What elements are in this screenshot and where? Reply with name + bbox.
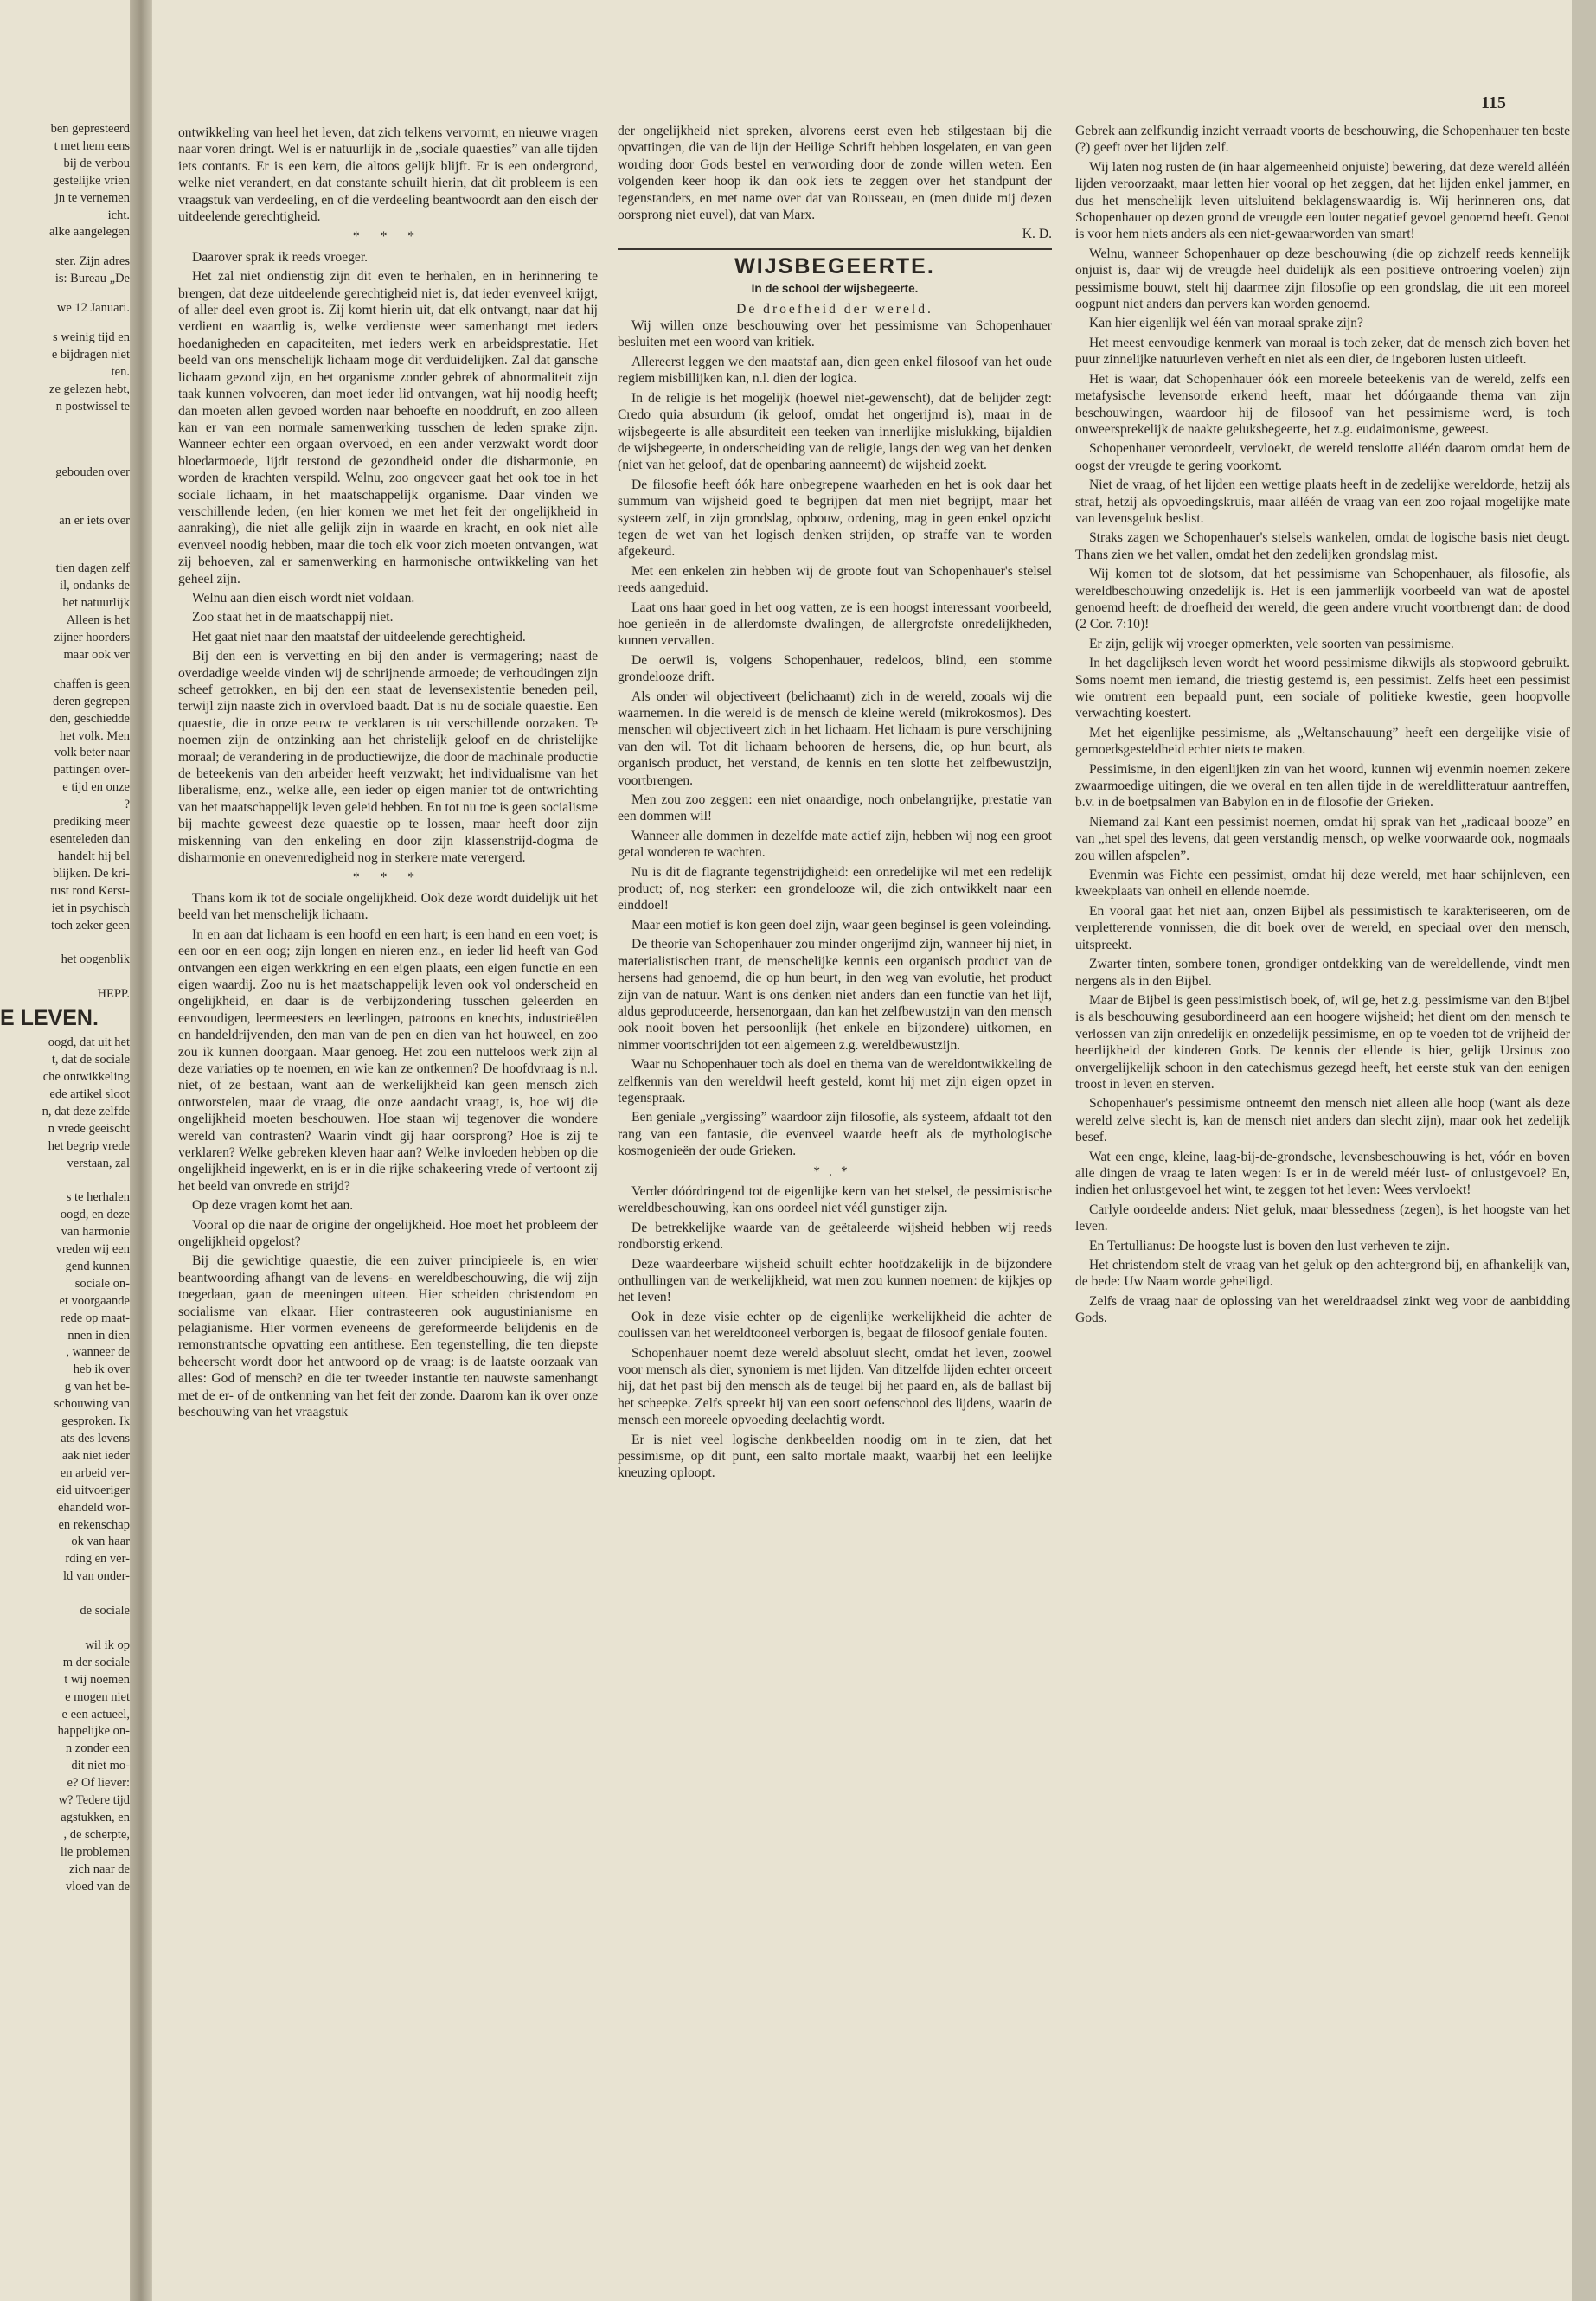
paragraph: Kan hier eigenlijk wel één van moraal sprake zijn? <box>1089 316 1363 331</box>
fragment-line: en rekenschap <box>58 1517 130 1532</box>
paragraph: Straks zagen we Schopenhauer's stelsels wankelen, omdat de logische basis niet deugt. Thans zien we het vallen, omdat het den zedelijken grondslag mist. <box>1075 530 1570 562</box>
paragraph: De betrekkelijke waarde van de geëtaleerde wijsheid hebben wij reeds rondborstig erkend. <box>618 1220 1052 1253</box>
paragraph: ontwikkeling van heel het leven, dat zich telkens vervormt, en nieuwe vragen naar voren dringt. Wel is er natuurlijk in de „sociale quaesties” van alle tijden iets contants. Er is een kern, die altoos gelijk blijft. Er is een ondergrond, welke niet verandert, en dat constante schuilt hierin, dat dit probleem is een vraagstuk van verdeeling, en of die verdeeling beantwoordt aan den eisch der uitdeelende gerechtigheid. <box>178 125 598 225</box>
paragraph: Wij laten nog rusten de (in haar algemeenheid onjuiste) bewering, dat deze wereld alléén lijden veroorzaakt, maar letten hier vooral op het zeggen, dat het lijden enkel jammer, en dus het menschelijk leven uitsluitend beklagenswaardig is. Wij herinneren ons, dat Schopenhauer op dezen grond de vreugde een louter negatief gevoel genoemd heeft. Genot is voor hem niets anders als een niet-gewaarworden van smart! <box>1075 159 1570 242</box>
fragment-line: n postwissel te <box>55 399 130 413</box>
fragment-line <box>0 1620 130 1638</box>
fragment-line: blijken. De kri- <box>53 866 130 881</box>
fragment-line <box>0 1586 130 1603</box>
fragment-line: prediking meer <box>53 815 130 830</box>
paragraph: De theorie van Schopenhauer zou minder ongerijmd zijn, wanneer hij niet, in materialistischen trant, de menschelijke kennis een organisch product van de hersens had genoemd, die op hun beurt, in den weg van evolutie, het product zijn van de natuur. Want is ons denken niet anders dan een functie van het lijf, aldus geproduceerde, hersenorgaan, dan kan het zelfbewustzijn van den mensch ook nooit boven het persoonlijk (het enkele en bijzondere) uitkomen, en nimmer voortschrijden tot een algemeen z.g. wereldbewustzijn. <box>618 937 1052 1053</box>
col3-paragraphs <box>1075 123 1570 1327</box>
fragment-line: Alleen is het <box>66 613 130 628</box>
fragment-line: het natuurlijk <box>62 596 130 611</box>
fragment-line: oogd, dat uit het <box>48 1035 130 1050</box>
paragraph: Gebrek aan zelfkundig inzicht verraadt voorts de beschouwing, die Schopenhauer ten beste (?) geeft over het lijden zelf. <box>1075 124 1570 156</box>
fragment-line: maar ook ver <box>63 647 130 662</box>
fragment-line: alke aangelegen <box>49 225 130 240</box>
fragment-line: e mogen niet <box>65 1689 130 1704</box>
fragment-block-f <box>0 513 130 530</box>
fragment-line: happelijke on- <box>57 1724 130 1739</box>
fragment-line: an er iets over <box>59 513 130 528</box>
fragment-line: rede op maat- <box>61 1311 130 1325</box>
fragment-line: ats des levens <box>61 1432 130 1445</box>
fragment-line: icht. <box>107 208 130 222</box>
page-number: 115 <box>1481 93 1506 112</box>
fragment-line: ok van haar <box>71 1535 130 1549</box>
fragment-line: jn te vernemen <box>54 190 130 205</box>
fragment-block-j <box>0 1035 130 1155</box>
paragraph: Zelfs de vraag naar de oplossing van het wereldraadsel zinkt weg voor de aanbidding Gods. <box>1075 1293 1570 1326</box>
paragraph: Zoo staat het in de maatschappij niet. <box>192 610 394 625</box>
paragraph: Op deze vragen komt het aan. <box>192 1198 354 1214</box>
paragraph: Schopenhauer veroordeelt, vervloekt, de wereld tenslotte alléén daarom omdat hem de oogst der vreugde te gering voorkomt. <box>1075 441 1570 473</box>
fragment-line: n vrede geeischt <box>48 1121 130 1136</box>
fragment-line: volk beter naar <box>54 746 130 760</box>
paragraph: Met een enkelen zin hebben wij de groote fout van Schopenhauer's stelsel reeds aangeduid. <box>618 563 1052 596</box>
fragment-line: , de scherpte, <box>63 1827 130 1842</box>
fragment-line: den, geschiedde <box>49 711 130 726</box>
fragment-block-b <box>0 253 130 288</box>
paragraph: Waar nu Schopenhauer toch als doel en thema van de wereldontwikkeling de zelfkennis van den wereldwil heeft gesteld, komt hij met zijn eigen opzet in tegenspraak. <box>618 1057 1052 1106</box>
fragment-line: m der sociale <box>62 1655 130 1670</box>
fragment-line: gestelijke vrien <box>53 173 130 188</box>
paragraph: De oerwil is, volgens Schopenhauer, redeloos, blind, een stomme grondelooze drift. <box>618 652 1052 685</box>
fragment-block-d <box>0 330 130 416</box>
col2-paragraphs-a <box>618 123 1052 223</box>
fragment-line: rding en ver- <box>65 1552 130 1567</box>
fragment-line: ede artikel sloot <box>49 1086 130 1101</box>
fragment-line: ten. <box>111 364 130 379</box>
paragraph: In het dagelijksch leven wordt het woord pessimisme dikwijls als stopwoord gebruikt. Soms noemt men iemand, die triestig gestemd is, een pessimist. Zelfs heet een pessimist wie omtrent een bepaald punt, een sociale of politieke kwestie, geen hoopvolle verwachting koestert. <box>1075 656 1570 721</box>
section-break-stars: * * * <box>352 229 424 245</box>
paragraph: Het gaat niet naar den maatstaf der uitdeelende gerechtigheid. <box>192 629 526 644</box>
fragment-line: et voorgaande <box>59 1293 130 1308</box>
paragraph: Maar de Bijbel is geen pessimistisch boek, of, wil ge, het z.g. pessimisme van den Bijbel is als beschouwing gesubordineerd aan een hoogere wijsheid; het dient om den mensch te verlossen van zijn onredelijk en onzedelijk pessimisme, en op te voeden tot de vrijheid der heerlijkheid der kinderen Gods. De kennis der ellende is hier, gelijk Ursinus zoo onvergelijkelijk schoon in den catechismus gezegd heeft, het eerste stuk van den eenigen troost in leven en sterven. <box>1075 992 1570 1092</box>
paragraph: Het meest eenvoudige kenmerk van moraal is toch zeker, dat de mensch zich boven het puur zinnelijke natuurleven verheft en niet als een dier, de ingeboren lusten uitleeft. <box>1075 335 1570 368</box>
paragraph: En vooral gaat het niet aan, onzen Bijbel als pessimistisch te karakteriseeren, om de verpletterende vonnissen, die dit boek over de wereld, en speciaal over den mensch, uitspreekt. <box>1075 903 1570 952</box>
fragment-line: g van het be- <box>64 1380 130 1394</box>
paragraph: Laat ons haar goed in het oog vatten, ze is een hoogst interessant voorbeeld, hoe genieën in de allerdomste dwalingen, de allergrofste onredelijkheden, kunnen vervallen. <box>618 599 1052 649</box>
fragment-block-k <box>0 1156 130 1896</box>
fragment-line: ster. Zijn adres <box>55 254 130 269</box>
fragment-block-a <box>0 121 130 241</box>
fragment-line: il, ondanks de <box>60 579 130 593</box>
paragraph: Allereerst leggen we den maatstaf aan, dien geen enkel filosoof van het oude regiem misbillijken kan, n.l. dien der logica. <box>618 354 1052 387</box>
fragment-line: che ontwikkeling <box>42 1069 130 1084</box>
fragment-line: e bijdragen niet <box>51 347 130 362</box>
fragment-line: t wij noemen <box>64 1672 130 1687</box>
col1-paragraphs-a <box>178 125 598 225</box>
fragment-line: handelt hij bel <box>58 849 130 863</box>
paragraph: In de religie is het mogelijk (hoewel niet-gewenscht), dat de belijder zegt: Credo quia absurdum (ik geloof, omdat het ongerijmd is), maar in de wijsbegeerte is alle absurditeit een teeken van innerlijke mislukking, bijaldien de wijsbegeerte, in onderscheiding van de religie, langs den weg van het denken (niet van het geloof, dat de openbaring aanneemt) de wijsheid zoekt. <box>618 390 1052 473</box>
fragment-line: aak niet ieder <box>61 1448 130 1463</box>
paragraph: der ongelijkheid niet spreken, alvorens eerst even heb stilgestaan bij die opvattingen, die van de lijn der Heilige Schrift hebben losgelaten, en van geen wording door Gods bestel en verwording door de zonde willen weten. Een volgenden keer hoop ik dan ook iets te zeggen over het standpunt der tegenstanders, en met name over dat van Rousseau, en (men duide mij dezen oorsprong niet euvel), dat van Marx. <box>618 124 1052 223</box>
paragraph: Pessimisme, in den eigenlijken zin van het woord, kunnen wij evenmin noemen zekere zwaarmoedige uitingen, die we overal en ten allen tijde in de wereldlitteratuur aantreffen, b.v. in de boetpsalmen van Babylon en in de filosofie der Grieken. <box>1075 761 1570 811</box>
divider <box>618 248 1052 250</box>
fragment-line: het volk. Men <box>60 728 130 743</box>
paragraph: Thans kom ik tot de sociale ongelijkheid. Ook deze wordt duidelijk uit het beeld van het menschelijk lichaam. <box>178 890 598 923</box>
fragment-line: de sociale <box>80 1604 130 1618</box>
paragraph: In en aan dat lichaam is een hoofd en een hart; is een hand en een voet; is een oor en een oog; zijn longen en nieren enz., en ieder lid heeft van God ontvangen een eigen werkkring en een eigen plaats, een eigen functie en een eigen waardij. Zoo nu is het maatschappelijk leven ook vol onderscheid en ongelijkheid, en daar is de verbijzondering tusschen geleerden en eenvoudigen, leermeesters en leerlingen, patroons en knechts, industrieëlen en handeldrijvenden, den man van de pen en dien van het houweel, en zoo zou ik kunnen doorgaan. Maar genoeg. Het zou een nutteloos werk zijn al deze variaties op te noemen, en wie kan ze ontkennen? De hoofdvraag is n.l. niet, of ze bestaan, want aan de werkelijkheid kan geen mensch zich ontworstelen, maar de vraag, die onze aandacht vraagt, is, hoe wij die ongelijkheid moeten beschouwen. Hoe staan wij tegenover die wondere wereld van contrasten? Waarin vindt gij haar oorsprong? Hoe is zij te verklaren? Welke gebreken kleven haar aan? Welke invloeden hebben op die ongelijkheid ingewerkt, en is er in die rijke schakeering vrede of vertoont zij het beeld van onvrede en strijd? <box>178 926 598 1194</box>
article-signature: K. D. <box>1022 227 1052 242</box>
fragment-block-c <box>0 300 130 317</box>
paragraph: Het christendom stelt de vraag van het geluk op den achtergrond bij, en afhankelijk van, de bede: Uw Naam worde geheiligd. <box>1075 1258 1570 1290</box>
fragment-line: e tijd en onze <box>62 780 130 795</box>
fragment-line: vreden wij een <box>55 1242 130 1257</box>
fragment-line: het begrip vrede <box>48 1138 130 1153</box>
paragraph: Niemand zal Kant een pessimist noemen, omdat hij sprak van het „radicaal booze” en van „het spel des levens, dat geen verstandig mensch, op welke voorwaarde ook, nogmaals zou willen afspelen”. <box>1075 814 1570 863</box>
paragraph: De filosofie heeft óók hare onbegrepene waarheden en het is ook daar het summum van wijsheid goed te begrijpen dat men niet begrijpt, maar het systeem zelf, in zijn grondslag, opbouw, ordening, mag in geen enkel opzicht tegen de wet van het logisch denken strijden, op straffe van te worden afgekeurd. <box>618 477 1052 560</box>
fragment-line: wil ik op <box>85 1638 130 1652</box>
section-title: WIJSBEGEERTE. <box>734 253 935 279</box>
page-gutter <box>130 0 152 2301</box>
fragment-line: pattingen over- <box>54 763 130 778</box>
paragraph: Er is niet veel logische denkbeelden noodig om in te zien, dat het pessimisme, op dit punt, een salto mortale maakt, waarbij het een leelijke kneuzing oploopt. <box>618 1432 1052 1481</box>
fragment-line: iet in psychisch <box>51 901 130 915</box>
paragraph: Ook in deze visie echter op de eigenlijke werkelijkheid die achter de coulissen van het wereldtooneel verborgen is, begaat de filosoof geniale fouten. <box>618 1309 1052 1342</box>
paragraph: Verder dóórdringend tot de eigenlijke kern van het stelsel, de pessimistische wereldbeschouwing, kan ons oordeel niet véél gunstiger zijn. <box>618 1183 1052 1216</box>
paragraph: En Tertullianus: De hoogste lust is boven den lust verheven te zijn. <box>1089 1238 1450 1253</box>
fragment-line: tien dagen zelf <box>55 561 130 576</box>
fragment-line: ben gepresteerd <box>50 122 130 136</box>
fragment-line: w? Tedere tijd <box>58 1793 130 1808</box>
article-column-1 <box>178 125 598 1423</box>
fragment-line: lie problemen <box>60 1844 130 1859</box>
paragraph: Men zou zoo zeggen: een niet onaardige, noch onbelangrijke, prestatie van een dommen wil! <box>618 792 1052 824</box>
fragment-line: ze gelezen hebt, <box>49 381 130 396</box>
fragment-block-g <box>0 561 130 663</box>
paragraph: Zwarter tinten, sombere tonen, grondiger ontdekking van de wereldellende, vindt men nergens als in den Bijbel. <box>1075 957 1570 989</box>
fragment-line: zijner hoorders <box>54 631 130 645</box>
fragment-block-h <box>0 676 130 935</box>
fragment-line: verstaan, zal <box>67 1156 130 1170</box>
article-column-2 <box>618 123 1052 1484</box>
paragraph: Welnu aan dien eisch wordt niet voldaan. <box>192 590 415 606</box>
paragraph: Schopenhauer noemt deze wereld absoluut slecht, omdat het leven, zoowel voor mensch als dier, synoniem is met lijden. Van ditzelfde lijden echter orceert hij, dat het past bij den mensch als de teugel bij het paard en, als de ballast bij het scheepke. Zelfs spreekt hij van een soort oefenschool des lijdens, waarin de mensch een moreele opvoeding deelachtig wordt. <box>618 1345 1052 1428</box>
paragraph: Carlyle oordeelde anders: Niet geluk, maar blessedness (zegen), is het hoogste van het leven. <box>1075 1202 1570 1234</box>
fragment-line: gebouden over <box>55 465 130 479</box>
paragraph: Nu is dit de flagrante tegenstrijdigheid: een onredelijke wil met een redelijk product; of, nog sterker: een grondelooze wil, die zich ontwikkelt naar een einddoel! <box>618 864 1052 913</box>
fragment-line: toch zeker geen <box>51 918 130 933</box>
fragment-line: deren gegrepen <box>53 694 130 708</box>
fragment-line: zich naar de <box>68 1862 130 1876</box>
fragment-line: e? Of liever: <box>67 1776 130 1791</box>
article-column-3 <box>1075 123 1570 1330</box>
paragraph: Er zijn, gelijk wij vroeger opmerkten, vele soorten van pessimisme. <box>1089 636 1454 651</box>
paragraph: Maar een motief is kon geen doel zijn, waar geen beginsel is geen voleinding. <box>631 917 1052 933</box>
fragment-line: heb ik over <box>73 1362 130 1377</box>
paragraph: Vooral op die naar de origine der ongelijkheid. Hoe moet het probleem der ongelijkheid opgelost? <box>178 1217 598 1249</box>
paragraph: Wij willen onze beschouwing over het pessimisme van Schopenhauer besluiten met een woord van kritiek. <box>618 318 1052 350</box>
fragment-line: bij de verbou <box>63 156 130 170</box>
fragment-line: n, dat deze zelfde <box>42 1104 130 1118</box>
section-break-stars: * * * <box>352 870 424 886</box>
fragment-line: het oogenblik <box>61 952 130 967</box>
fragment-line: ehandeld wor- <box>57 1500 130 1515</box>
fragment-line: e een actueel, <box>61 1707 130 1721</box>
fragment-line: ? <box>124 798 130 812</box>
paragraph: Evenmin was Fichte een pessimist, omdat hij deze wereld, met haar schijnleven, een kweekplaats van onheil en ellende noemde. <box>1075 868 1570 900</box>
fragment-line: ld van onder- <box>62 1569 130 1584</box>
col1-paragraphs-c <box>178 890 598 1421</box>
paragraph: Bij den een is vervetting en bij den ander is vermagering; naast de overdadige weelde vinden wij de schrijnende armoede; de verhoudingen zijn scheef getrokken, en bij den een staat de levensexistentie beneden peil, terwijl zijn naaste zich in overvloed baadt. Dat is nu de sociale quaestie. Een quaestie, die in onze eeuw te verklaren is uit verschillende oorzaken. Te noemen zijn de ontzinking aan het christelijk geloof en de christelijke moraal; de verandering in de productiewijze, die door de machinale productie de beteekenis van den arbeider heeft verzwakt; het individualisme van het liberalisme, enz., welke alle, een ieder op eigen manier tot de ontwrichting van het maatschappelijk leven geleid hebben. En tot nu toe is geen socialisme bij machte geweest deze quaestie op te lossen, maar heeft door zijn miskenning van den enkeling en door zijn klassenstrijd-dogma de disharmonie en onevenredigheid nog in sterkere mate verergerd. <box>178 649 598 866</box>
left-fragment-column <box>0 121 130 1895</box>
fragment-line <box>0 1172 130 1189</box>
fragment-line: sociale on- <box>74 1276 130 1291</box>
paragraph: Wat een enge, kleine, laag-bij-de-grondsche, levensbeschouwing is het, vóór en boven alle dingen de vraag te laten wegen: Is er in de wereld méér lust- of onlustgevoel? En, indien het onlustgevoel het wint, te zeggen tot het leven: Wees vervloekt! <box>1075 1149 1570 1198</box>
fragment-line: s te herhalen <box>66 1190 130 1205</box>
paragraph: Het is waar, dat Schopenhauer óók een moreele beteekenis van de wereld, zelfs een metafysische levensorde erkend heeft, maar het dóórgaande thema van zijn beschouwingen, waardoor hij de filosoof van het pessimisme werd, is toch onweersprekelijk de naakte geluksbegeerte, het z.g. eudaimonisme, geweest. <box>1075 371 1570 437</box>
fragment-line: chaffen is geen <box>54 676 130 691</box>
fragment-line: gesproken. Ik <box>61 1414 130 1429</box>
col2-paragraphs-b <box>618 317 1052 1160</box>
paragraph: Een geniale „vergissing” waardoor zijn filosofie, als systeem, afdaalt tot den rang van een fantasie, die evenveel waarde heeft als de mythologische kosmogenieën der oude Grieken. <box>618 1110 1052 1159</box>
fragment-line: dit niet mo- <box>71 1759 130 1773</box>
fragment-line: eid uitvoeriger <box>56 1483 130 1497</box>
paragraph: Wij komen tot de slotsom, dat het pessimisme van Schopenhauer, als filosofie, als wereldbeschouwing onzedelijk is. Het is een jammerlijk voorbeeld van wat de apostel genoemd heeft: de droefheid der wereld, die geen andere vrucht voortbrengt dan: de dood (2 Cor. 7:10)! <box>1075 567 1570 632</box>
fragment-block-i <box>0 952 130 969</box>
paragraph: Als onder wil objectiveert (belichaamt) zich in de wereld, zooals wij die waarnemen. In die wereld is de mensch de kleine wereld (mikrokosmos). Des menschen wil objectiveert zich in het lichaam. Het lichaam is pure verschijning van den wil. Tot dit lichaam behooren de hersens, die, op hun beurt, als organisch product, het verstand, de kennis en ten slotte het zelfbewustzijn, voortbrengen. <box>618 689 1052 788</box>
paragraph: Deze waardeerbare wijsheid schuilt echter hoofdzakelijk in de bijzondere onthullingen van de werkelijkheid, wat men zou kunnen noemen: de kijkjes op het leven! <box>618 1256 1052 1305</box>
fragment-line: esenteleden dan <box>49 832 130 846</box>
fragment-line: , wanneer de <box>66 1345 130 1360</box>
fragment-line: nnen in dien <box>67 1328 130 1343</box>
fragment-line: gend kunnen <box>65 1259 130 1273</box>
article-heading: De droefheid der wereld. <box>736 301 933 317</box>
col1-paragraphs-b <box>178 249 598 867</box>
fragment-line: rust rond Kerst- <box>50 883 130 898</box>
fragment-line: n zonder een <box>65 1741 130 1756</box>
series-subtitle: In de school der wijsbegeerte. <box>751 282 919 296</box>
paragraph: Het zal niet ondienstig zijn dit even te herhalen, en in herinnering te brengen, dat deze uitdeelende gerechtigheid niet is, dat ieder evenveel krijgt, of aller deel even groot is. Zij komt hierin uit, dat elk ontvangt, naar dat hij verdient en waardig is, welke verdienste weer samenhangt met ieders hoedanigheden en capaciteiten, met ieders werk en arbeidsprestatie. Het beeld van ons menschelijk lichaam moge dit verduidelijken. Zal dat gansche lichaam gezond zijn, en het organisme zonder gebrek of abnormaliteit zijn taak kunnen volvoeren, dan moet ieder lid ontvangen, wat hij noodig heeft; dan moeten allen gevoed worden naar behoefte en nooddruft, en zoo alleen kan er van een normale samenwerking tusschen de leden sprake zijn. Wanneer echter een orgaan overvoed, en een ander verzwakt wordt door bloedarmoede, lijdt terstond de gezondheid onder die disharmonie, en worden de krachten verspild. Welnu, zoo ongeveer gaat het ook toe in het sociale lichaam, in het maatschappelijk organisme. Daar vinden we verschillende leden, (en hier komen we met het feit der ongelijkheid in aanraking), die niet alle gelijk zijn in waarde en kracht, en ook niet alle evenveel noodig hebben, maar die toch elk voor zich moeten ontvangen, wat zij behoeven, zal er samenwerking en harmonische ontwikkeling van het geheel zijn. <box>178 269 598 586</box>
fragment-line: t met hem eens <box>54 138 130 153</box>
page-edge <box>1572 0 1596 2301</box>
paragraph: Schopenhauer's pessimisme ontneemt den mensch niet alleen alle hoop (want als deze wereld zelve slecht is, kan de mensch niet anders dan slecht zijn), maar ook het zedelijk besef. <box>1075 1096 1570 1145</box>
fragment-line: schouwing van <box>54 1397 130 1412</box>
paragraph: Bij die gewichtige quaestie, die een zuiver principieele is, en wier beantwoording afhangt van de levens- en wereldbeschouwing, die wij zijn toegedaan, gaan de meeningen uiteen. Hier scheiden christendom en socialisme van elkaar. Hier contrasteeren ook augustinianisme en pelagianisme. Hier vormen eveneens de gereformeerde belijdenis en de remonstrantsche opvatting een antithese. Een tegenstelling, die ten diepste beheerscht wordt door het antwoord op de vraag: is de laatste oorzaak van alles: God of mensch? en die ter tweeder instantie ten nauwste samenhangt met de er- of de ontkenning van het feit der zonde. Daarom kan ik over onze beschouwing van het vraagstuk <box>178 1253 598 1420</box>
paragraph: Niet de vraag, of het lijden een wettige plaats heeft in de zedelijke wereldorde, hetzij als straf, hetzij als opvoedingskruis, maar alléén de vraag van een zoo rojaal mogelijke mate van levensgeluk beslist. <box>1075 478 1570 526</box>
paragraph: Wanneer alle dommen in dezelfde mate actief zijn, hebben wij nog een groot getal wonderen te wachten. <box>618 828 1052 861</box>
fragment-line: t, dat de sociale <box>51 1053 130 1067</box>
fragment-line: we 12 Januari. <box>56 301 130 316</box>
fragment-line: s weinig tijd en <box>52 330 130 345</box>
paragraph: Daarover sprak ik reeds vroeger. <box>192 249 369 265</box>
fragment-heading: E LEVEN. <box>0 1006 99 1031</box>
fragment-line: vloed van de <box>65 1879 130 1894</box>
col2-paragraphs-c <box>618 1183 1052 1482</box>
paragraph: Welnu, wanneer Schopenhauer op deze beschouwing (die op zichzelf reeds kennelijk onjuist is, daar wij de vreugde heel duidelijk als een positieve ontroering voelen) zijn pessimisme bouwt, stelt hij daarmee zijn filosofie op een grondslag, die uit een moreel oogpunt niet anders dan pervers kan worden genoemd. <box>1075 246 1570 312</box>
fragment-signature: HEPP. <box>97 987 130 1002</box>
fragment-line: is: Bureau „De <box>54 272 130 286</box>
fragment-line: agstukken, en <box>61 1810 130 1824</box>
fragment-line: en arbeid ver- <box>60 1465 130 1480</box>
paragraph: Met het eigenlijke pessimisme, als „Weltanschauung” heeft een dergelijke visie of gemoedsgesteldheid echter niets te maken. <box>1075 725 1570 758</box>
fragment-line: oogd, en deze <box>60 1208 130 1222</box>
fragment-line: van harmonie <box>61 1225 130 1240</box>
fragment-block-e <box>0 465 130 482</box>
section-break-stars: *.* <box>813 1163 856 1179</box>
